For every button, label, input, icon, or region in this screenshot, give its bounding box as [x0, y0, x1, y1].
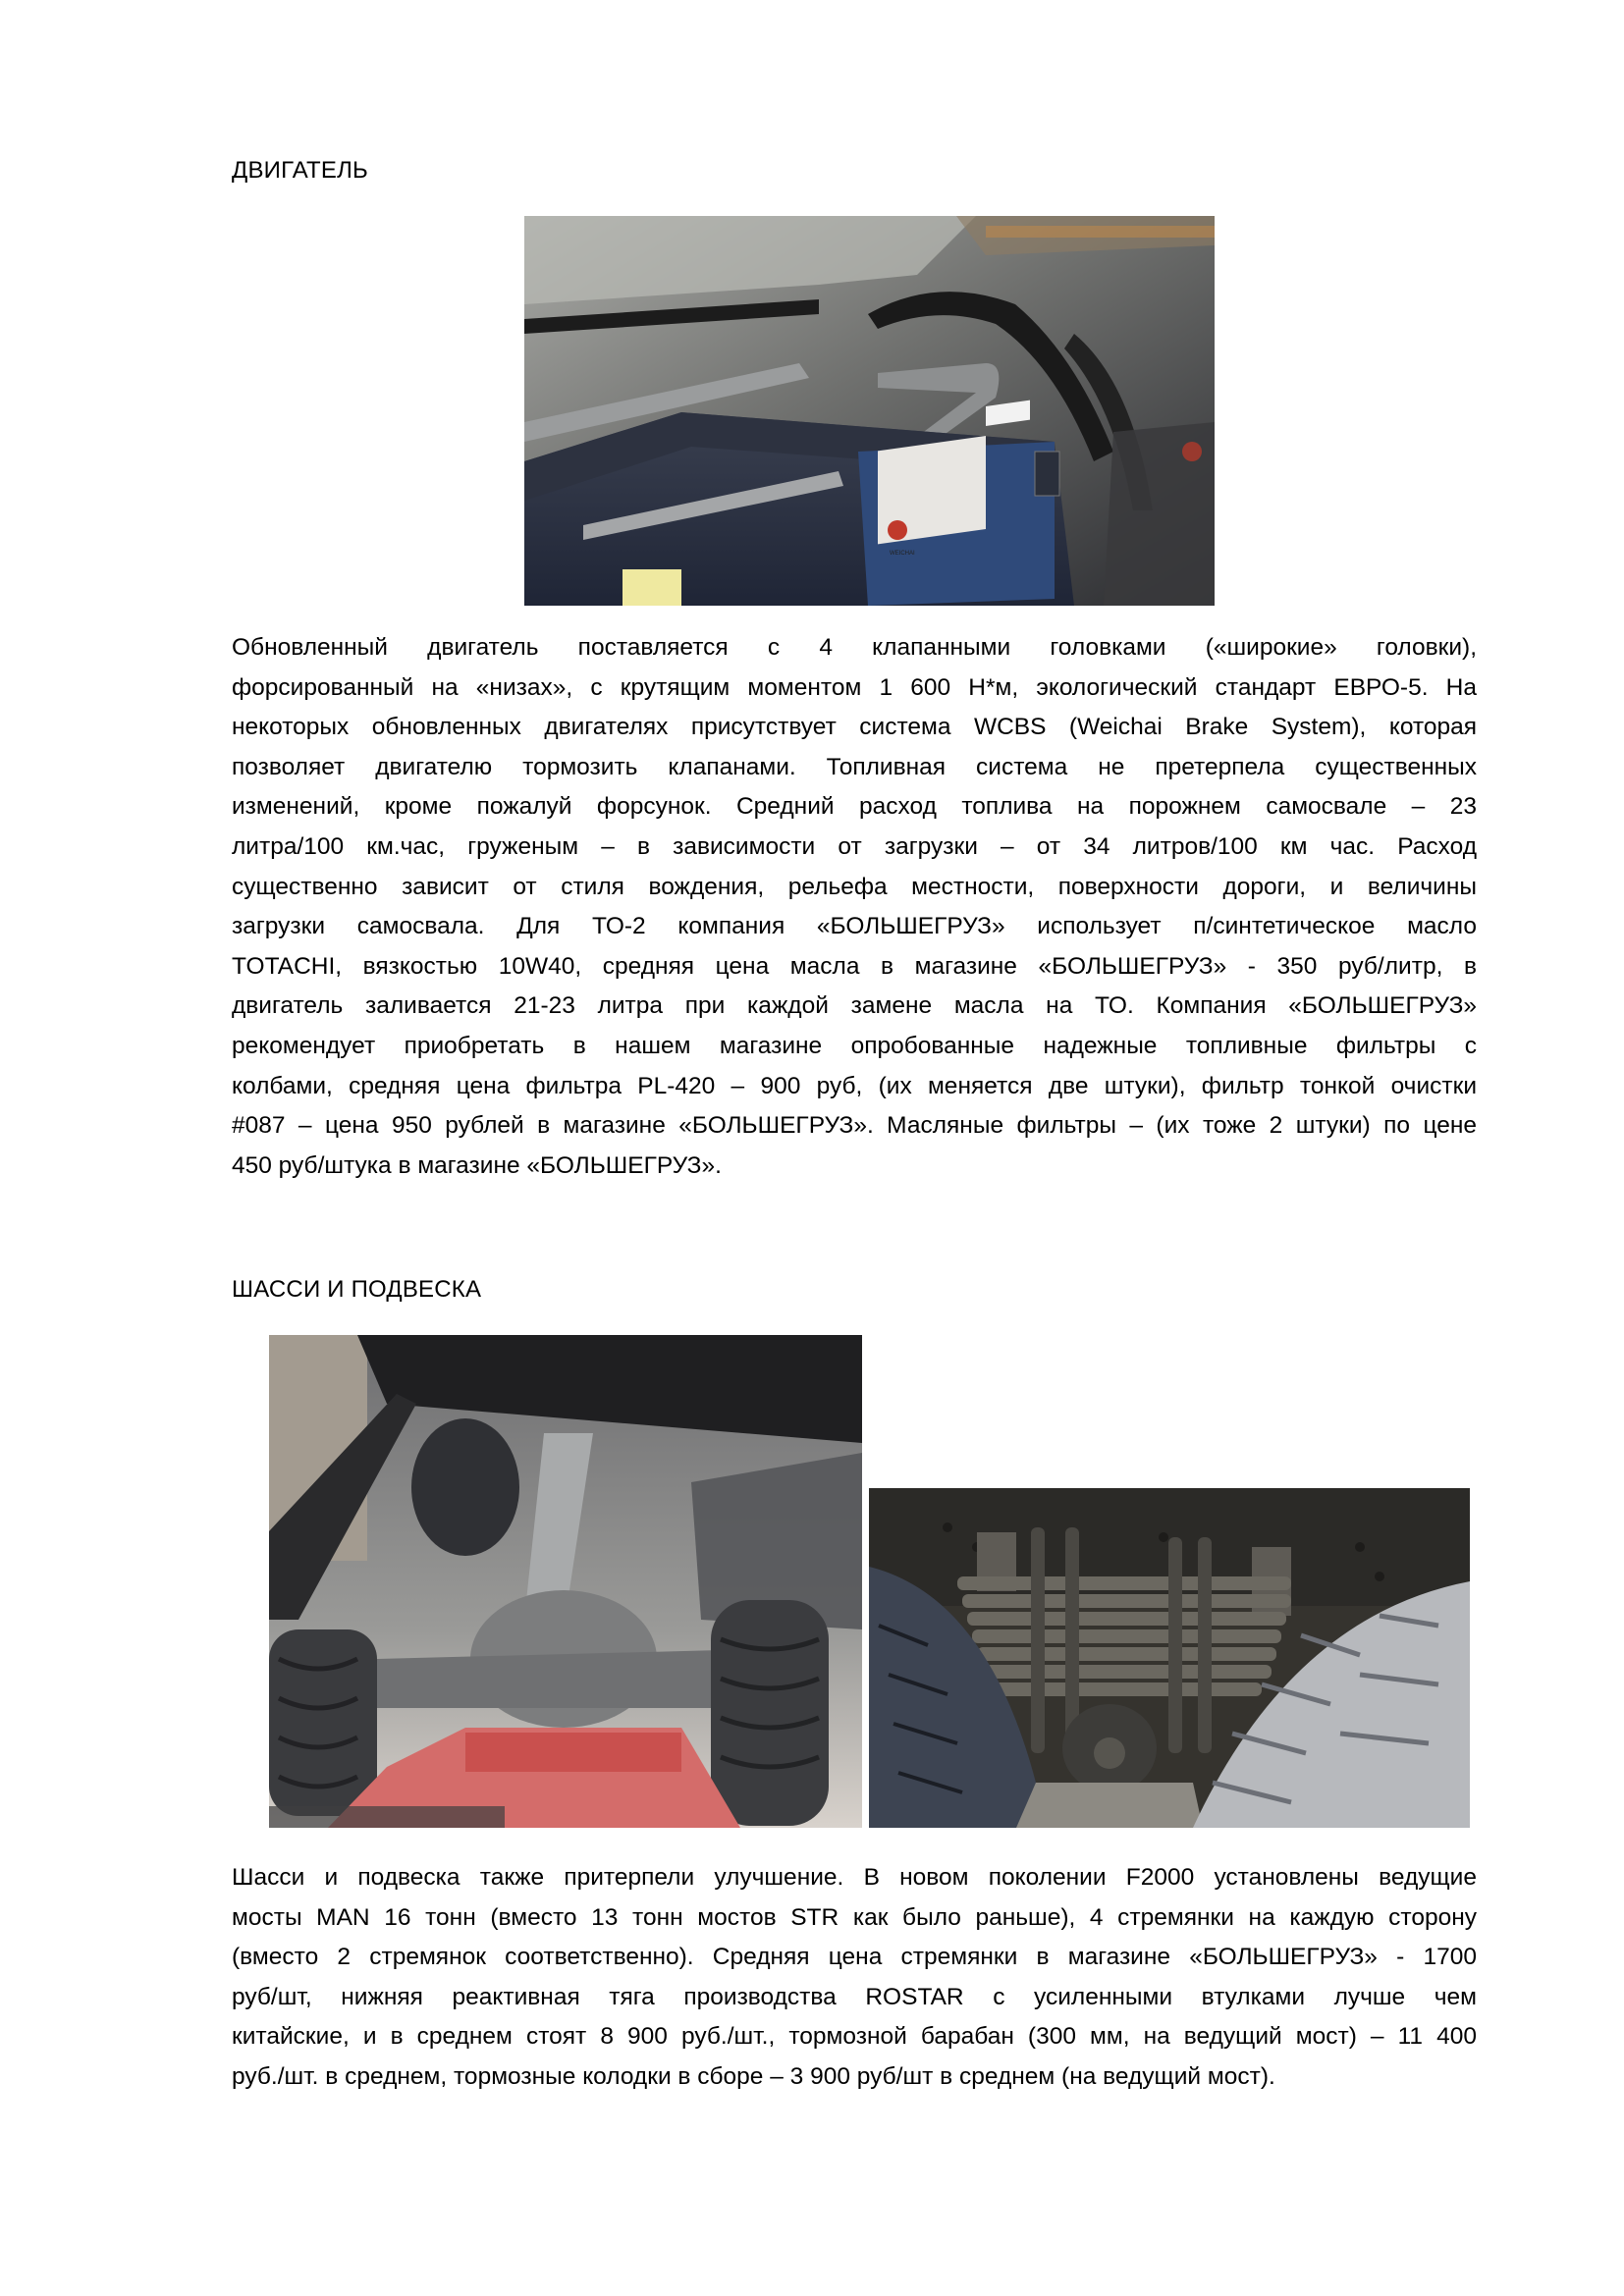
text-line: TOTACHI, вязкостью 10W40, средняя цена масла в магазине «БОЛЬШЕГРУЗ» - 350 руб/литр, в	[232, 952, 1477, 980]
text-line: #087 – цена 950 рублей в магазине «БОЛЬШЕГРУЗ». Масляные фильтры – (их тоже 2 штуки) по цене	[232, 1112, 1477, 1140]
leaf-spring-suspension-photo	[869, 1488, 1470, 1828]
leaf-spring-illustration	[869, 1488, 1470, 1828]
text-line: Шасси и подвеска также притерпели улучшение. В новом поколении F2000 установлены ведущие	[232, 1864, 1477, 1891]
text-line: мосты MAN 16 тонн (вместо 13 тонн мостов STR как было раньше), 4 стремянки на каждую сторону	[232, 1903, 1477, 1931]
engine-photo	[524, 216, 1215, 606]
engine-photo-illustration	[524, 216, 1215, 606]
chassis-underside-illustration	[269, 1335, 862, 1828]
text-line: китайские, и в среднем стоят 8 900 руб./шт., тормозной барабан (300 мм, на ведущий мост) – 11 400	[232, 2023, 1477, 2051]
text-line: некоторых обновленных двигателях присутствует система WCBS (Weichai Brake System), которая	[232, 714, 1477, 741]
text-line: загрузки самосвала. Для ТО-2 компания «БОЛЬШЕГРУЗ» использует п/синтетическое масло	[232, 913, 1477, 940]
chassis-underside-photo	[269, 1335, 862, 1828]
text-line: руб./шт. в среднем, тормозные колодки в сборе – 3 900 руб/шт в среднем (на ведущий мост).	[232, 2062, 1275, 2090]
text-line: Обновленный двигатель поставляется с 4 клапанными головками («широкие» головки),	[232, 634, 1477, 661]
text-line: двигатель заливается 21-23 литра при каждой замене масла на ТО. Компания «БОЛЬШЕГРУЗ»	[232, 992, 1477, 1020]
text-line: (вместо 2 стремянок соответственно). Средняя цена стремянки в магазине «БОЛЬШЕГРУЗ» - 1700	[232, 1944, 1477, 1971]
text-line: литра/100 км.час, груженым – в зависимости от загрузки – от 34 литров/100 км час. Расход	[232, 832, 1477, 860]
text-line: существенно зависит от стиля вождения, рельефа местности, поверхности дороги, и величины	[232, 873, 1477, 900]
text-line: форсированный на «низах», с крутящим моментом 1 600 Н*м, экологический стандарт ЕВРО-5. На	[232, 673, 1477, 701]
chassis-description	[232, 1858, 1477, 2098]
text-line: рекомендует приобретать в нашем магазине опробованные надежные топливные фильтры с	[232, 1032, 1477, 1059]
text-line: изменений, кроме пожалуй форсунок. Средний расход топлива на порожнем самосвале – 23	[232, 793, 1477, 821]
section-heading-chassis: ШАССИ И ПОДВЕСКА	[232, 1276, 482, 1303]
weichai-logo-text: WEICHAI	[890, 551, 915, 557]
text-line: позволяет двигателю тормозить клапанами. Топливная система не претерпела существенных	[232, 753, 1477, 780]
text-line: колбами, средняя цена фильтра PL-420 – 900 руб, (их меняется две штуки), фильтр тонкой очистки	[232, 1072, 1477, 1099]
text-line: руб/шт, нижняя реактивная тяга производства ROSTAR с усиленными втулками лучше чем	[232, 1983, 1477, 2010]
engine-description	[232, 628, 1477, 1186]
section-heading-engine: ДВИГАТЕЛЬ	[232, 157, 369, 184]
text-line: 450 руб/штука в магазине «БОЛЬШЕГРУЗ».	[232, 1151, 722, 1179]
